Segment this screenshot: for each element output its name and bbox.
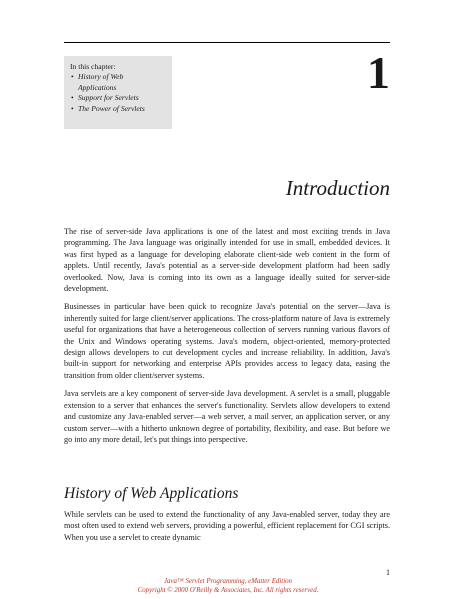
intro-body (64, 226, 390, 452)
paragraph: While servlets can be used to extend the functionality of any Java-enabled server, today they are most often used to extend web servers, providing a powerful, efficient replacement for CGI scripts. When you use a servlet to create dynamic (64, 510, 390, 542)
chapter-title: Introduction (285, 176, 390, 200)
chapter-topic-item: • History of Web Applications (70, 72, 172, 93)
top-rule (64, 42, 390, 43)
paragraph: The rise of server-side Java applications is one of the latest and most exciting trends in Java programming. The Java language was originally intended for use in small, embedded devices. It was first hyped as a language for developing elaborate client-side web content in the form of applets. Until recently, Java's potential as a server-side development platform had been sadly overlooked. Now, Java is coming into its own as a language ideally suited for server-side development. (64, 227, 390, 294)
section-body (64, 509, 390, 543)
footer-copyright: Copyright © 2000 O'Reilly & Associates, Inc. All rights reserved. (137, 587, 319, 594)
footer-title: Java™ Servlet Programming, eMatter Edition (163, 578, 292, 585)
chapter-box-heading: In this chapter: (70, 62, 116, 71)
chapter-topic-item: • The Power of Servlets (70, 104, 172, 114)
chapter-number: 1 (367, 47, 390, 98)
paragraph: Java servlets are a key component of server-side Java development. A servlet is a small, pluggable extension to a server that enhances the server's functionality. Servlets allow developers to extend and customize any Java-enabled server—a web server, a mail server, an application server, or any custom server—with a hitherto unknown degree of portability, flexibility, and ease. But before we go into any more detail, let's put things into perspective. (64, 389, 390, 444)
chapter-topic-item: • Support for Servlets (70, 93, 172, 103)
chapter-contents-box (64, 56, 172, 129)
paragraph: Businesses in particular have been quick to recognize Java's potential on the server—Java is inherently suited for large client/server applications. The cross-platform nature of Java is extremely useful for organizations that have a heterogeneous collection of servers running various flavors of the Unix and Windows operating systems. Java's modern, object-oriented, memory-protected design allows developers to cut development cycles and increase reliability. In addition, Java's built-in support for networking and enterprise APIs provides access to legacy data, easing the transition from older client/server systems. (64, 302, 390, 380)
chapter-topics-list (70, 72, 172, 114)
section-heading: History of Web Applications (64, 485, 239, 502)
page-number: 1 (386, 568, 390, 577)
